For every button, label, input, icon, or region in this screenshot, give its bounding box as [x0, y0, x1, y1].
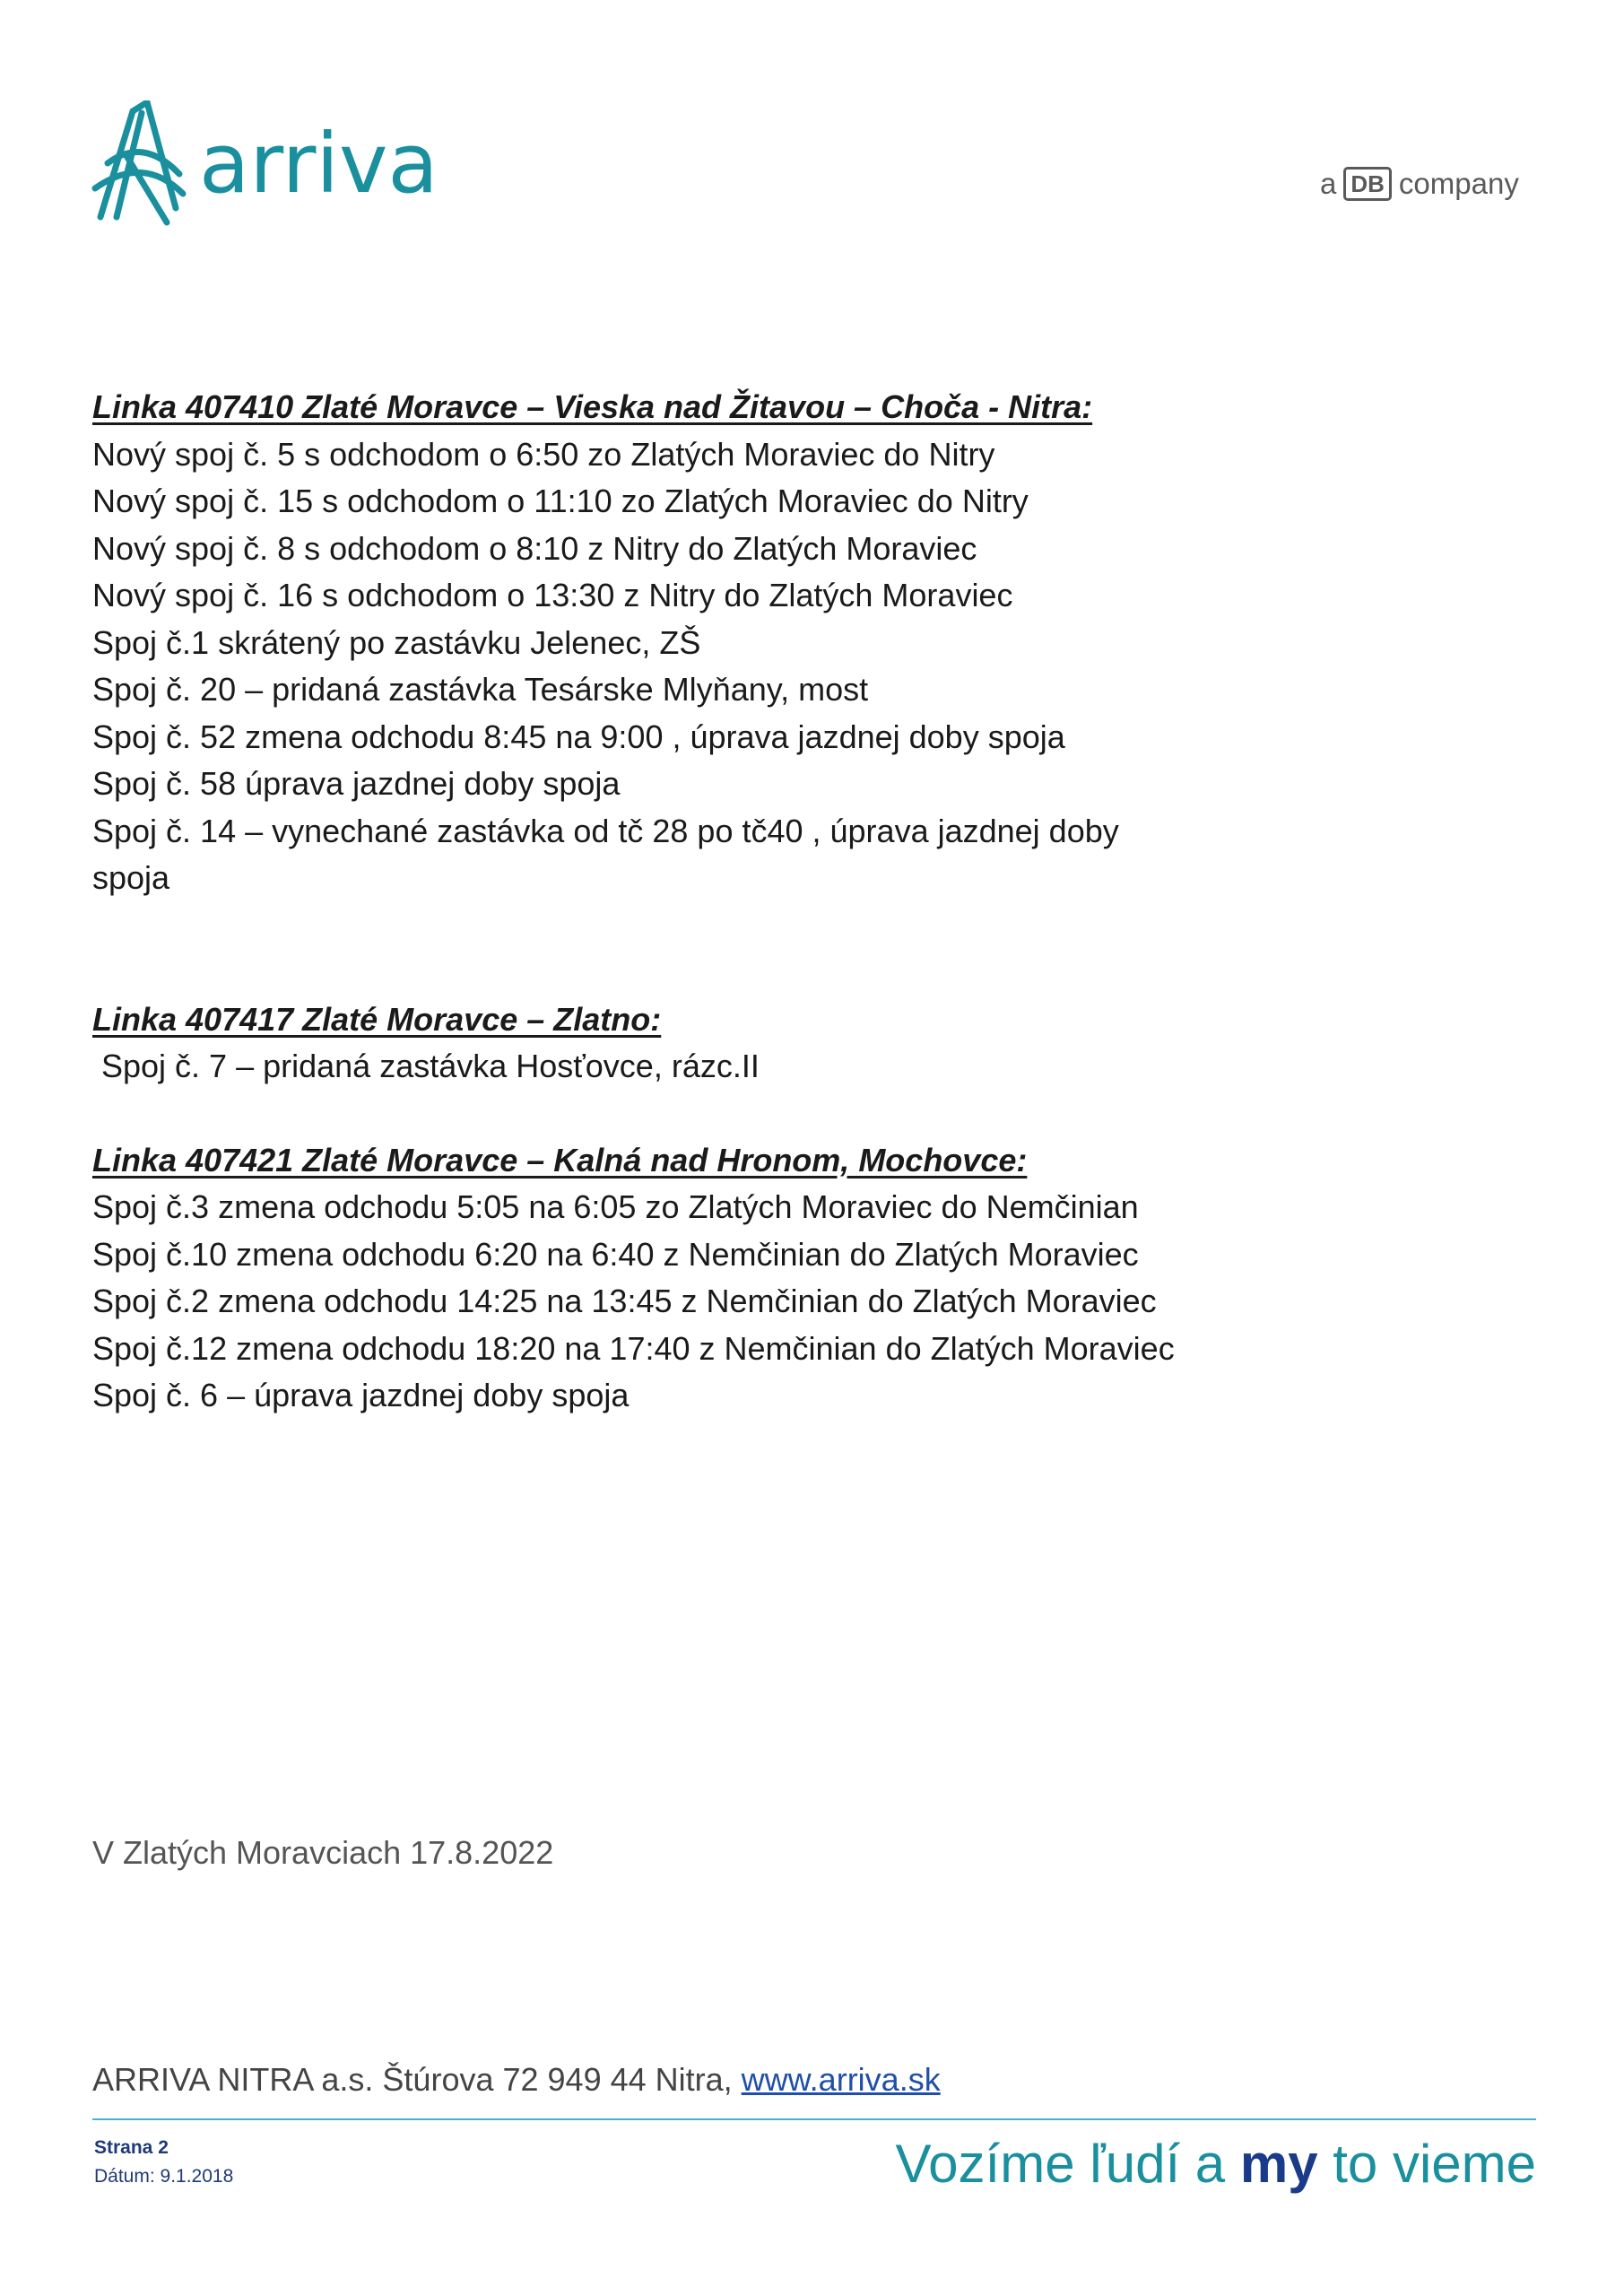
list-item: Spoj č.3 zmena odchodu 5:05 na 6:05 zo Zlatých Moraviec do Nemčinian	[92, 1188, 1139, 1225]
website-link[interactable]: www.arriva.sk	[741, 2061, 941, 2098]
db-company-mark	[1320, 161, 1519, 206]
list-item: Spoj č. 58 úprava jazdnej doby spoja	[92, 765, 621, 802]
place-and-date: V Zlatých Moravciach 17.8.2022	[92, 1834, 554, 1871]
list-item: Spoj č.2 zmena odchodu 14:25 na 13:45 z Nemčinian do Zlatých Moraviec	[92, 1283, 1157, 1319]
arriva-logo-icon	[90, 100, 502, 226]
list-item: Spoj č.1 skrátený po zastávku Jelenec, ZŠ	[92, 623, 701, 661]
list-item: Nový spoj č. 15 s odchodom o 11:10 zo Zlatých Moraviec do Nitry	[92, 483, 1029, 519]
section-407421	[92, 1137, 1393, 1420]
arriva-logo	[90, 100, 502, 226]
list-item: Spoj č. 20 – pridaná zastávka Tesárske Mlyňany, most	[92, 671, 869, 708]
list-item: Nový spoj č. 16 s odchodom o 13:30 z Nitry do Zlatých Moraviec	[92, 577, 1013, 613]
slogan-part: to vieme	[1317, 2134, 1536, 2194]
document-date: Dátum: 9.1.2018	[94, 2166, 234, 2187]
list-item: Spoj č. 6 – úprava jazdnej doby spoja	[92, 1377, 630, 1413]
db-badge: DB	[1343, 167, 1392, 201]
svg-text:arriva: arriva	[199, 116, 439, 212]
company-address: ARRIVA NITRA a.s. Štúrova 72 949 44 Nitra,	[92, 2061, 733, 2098]
db-suffix: company	[1398, 167, 1519, 200]
section-title: Linka 407417 Zlaté Moravce – Zlatno:	[92, 1000, 662, 1038]
list-item: Spoj č.10 zmena odchodu 6:20 na 6:40 z Nemčinian do Zlatých Moraviec	[92, 1235, 1139, 1273]
list-item: Nový spoj č. 8 s odchodom o 8:10 z Nitry do Zlatých Moraviec	[92, 529, 977, 567]
section-407417	[92, 996, 1393, 1091]
section-title: Linka 407410 Zlaté Moravce – Vieska nad Žitavou – Choča - Nitra:	[92, 388, 1093, 425]
list-item: Spoj č. 7 – pridaná zastávka Hosťovce, rázc.II	[101, 1048, 760, 1084]
db-prefix: a	[1320, 167, 1337, 200]
page-number: Strana 2	[94, 2137, 169, 2158]
slogan	[895, 2133, 1536, 2195]
document-body	[92, 384, 1393, 1420]
slogan-part: Vozíme ľudí a	[895, 2134, 1240, 2194]
section-title: Linka 407421 Zlaté Moravce – Kalná nad Hronom, Mochovce:	[92, 1141, 1028, 1178]
footer-divider	[92, 2118, 1536, 2120]
section-407410	[92, 384, 1393, 902]
list-item: Spoj č. 52 zmena odchodu 8:45 na 9:00 , úprava jazdnej doby spoja	[92, 718, 1065, 755]
list-item: Nový spoj č. 5 s odchodom o 6:50 zo Zlatých Moraviec do Nitry	[92, 435, 995, 473]
list-item: Spoj č.12 zmena odchodu 18:20 na 17:40 z Nemčinian do Zlatých Moraviec	[92, 1329, 1175, 1367]
list-item: Spoj č. 14 – vynechané zastávka od tč 28 po tč40 , úprava jazdnej doby spoja	[92, 812, 1119, 896]
footer-address	[92, 2061, 941, 2099]
slogan-bold: my	[1239, 2134, 1318, 2194]
